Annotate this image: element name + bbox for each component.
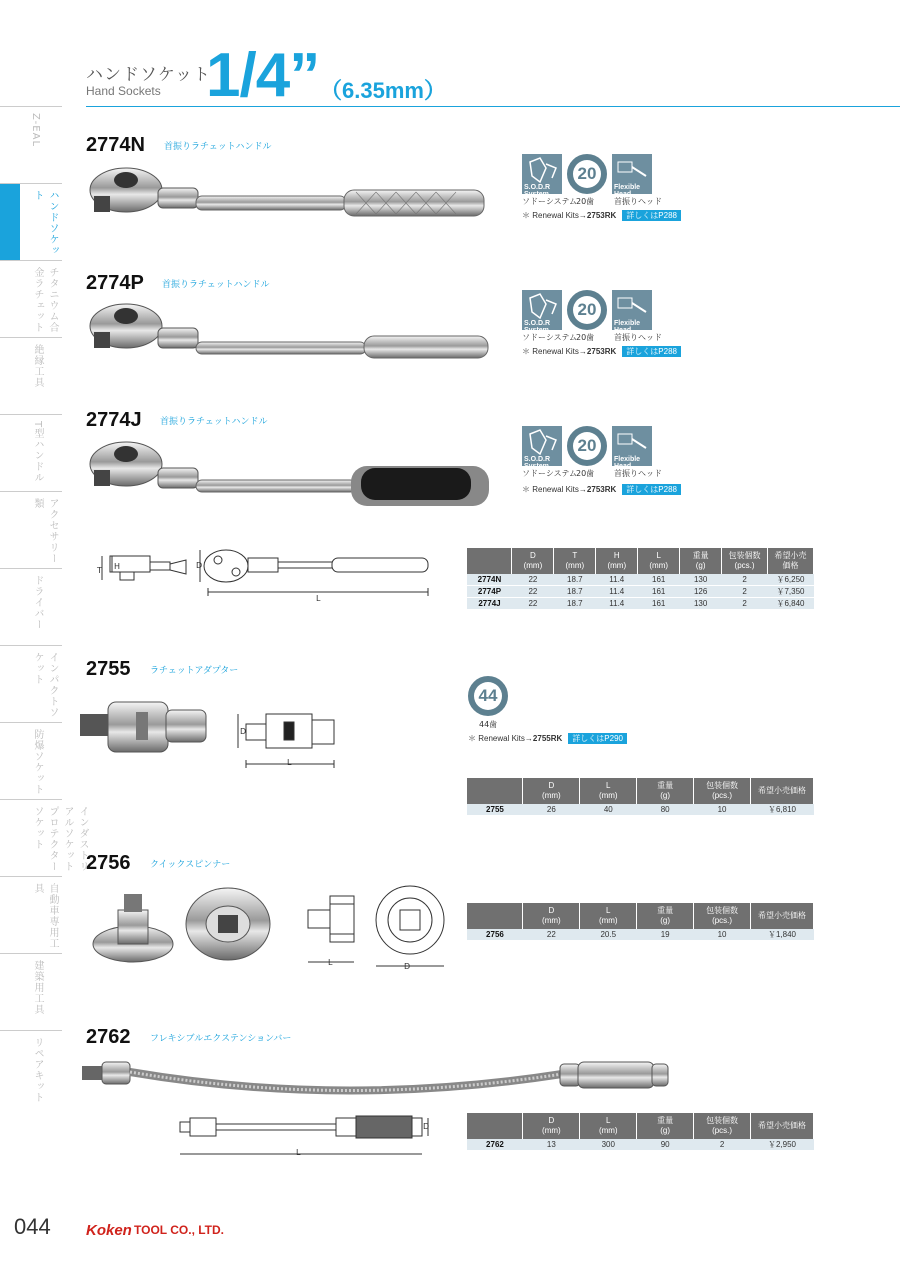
table-cell: 161 [638, 598, 680, 610]
table-cell: 18.7 [554, 598, 596, 610]
dim-label-l-2755: L [287, 758, 292, 767]
flexible-head-icon [612, 426, 652, 470]
dim-label-d-2756: D [404, 962, 411, 971]
table-header: 包装個数 (pcs.) [694, 778, 751, 804]
sodr-system-icon [522, 426, 562, 470]
table-header: D (mm) [523, 778, 580, 804]
sidebar-item[interactable] [0, 876, 62, 953]
table-header: D (mm) [512, 548, 554, 574]
table-header: L (mm) [638, 548, 680, 574]
renewal-link-p288[interactable]: 詳しくはP288 [622, 346, 681, 357]
teeth-20-icon [567, 154, 607, 194]
sidebar-item[interactable] [0, 491, 62, 568]
table-cell: 130 [680, 598, 722, 610]
quick-spinner-photo [88, 884, 278, 974]
table-header-corner [467, 903, 523, 929]
model-2774j: 2774J [86, 409, 142, 431]
sidebar-item-label: 自動車専用工具 [32, 883, 58, 949]
teeth-20-value: 20 [573, 296, 601, 324]
table-cell: 20.5 [580, 929, 637, 941]
product-name-2762: フレキシブルエクステンションバー [150, 1034, 292, 1044]
table-cell: 2755 [467, 804, 523, 816]
table-cell: 2756 [467, 929, 523, 941]
table-cell: 161 [638, 574, 680, 586]
table-header: 希望小売価格 [751, 903, 814, 929]
renewal-link-p288[interactable]: 詳しくはP288 [622, 210, 681, 221]
brand-company: TOOL CO., LTD. [134, 1223, 224, 1237]
flex-label-2774j: 首振りヘッド [614, 469, 662, 478]
teeth-20-icon [567, 290, 607, 330]
sidebar-item[interactable] [0, 799, 88, 876]
sidebar-item[interactable] [0, 106, 62, 183]
table-cell: 90 [637, 1139, 694, 1151]
table-header: L (mm) [580, 903, 637, 929]
ratchet-2774j-photo [86, 434, 496, 514]
table-header: 重量 (g) [637, 903, 694, 929]
table-cell: 11.4 [596, 586, 638, 598]
page-number: 044 [14, 1214, 51, 1239]
table-cell: 130 [680, 574, 722, 586]
spec-table-2762 [467, 1113, 814, 1151]
table-header: 重量 (g) [680, 548, 722, 574]
sidebar-item[interactable] [0, 645, 62, 722]
table-header: D (mm) [523, 903, 580, 929]
table-cell: 2762 [467, 1139, 523, 1151]
sidebar-item-label: T型ハンドル [32, 421, 43, 484]
table-cell: 22 [512, 598, 554, 610]
sodr-caption: S.O.D.R System [524, 184, 551, 198]
table-header-row [467, 1113, 814, 1139]
sidebar-item[interactable] [0, 953, 62, 1030]
table-cell: 2 [722, 574, 768, 586]
table-cell: 2 [722, 586, 768, 598]
model-2755: 2755 [86, 658, 131, 680]
sidebar-item-label: ハンドソケット [32, 190, 58, 256]
table-cell: 19 [637, 929, 694, 941]
teeth-label-2774j: 20歯 [576, 469, 595, 478]
model-2756: 2756 [86, 852, 131, 874]
dim-label-l: L [316, 594, 321, 603]
model-2774n: 2774N [86, 134, 145, 156]
sidebar-item-label: チタニウム合金ラチェット [32, 267, 58, 333]
sidebar-item-label: インダストリアルソケット プロテクターソケット [32, 806, 88, 872]
renewal-prefix: ＊ Renewal Kits→ [468, 734, 533, 743]
table-cell: ￥2,950 [751, 1139, 814, 1151]
table-header: 包装個数 (pcs.) [694, 903, 751, 929]
table-cell: ￥7,350 [768, 586, 814, 598]
table-header: 重量 (g) [637, 1113, 694, 1139]
table-row [467, 598, 814, 610]
renewal-kit: 2755RK [532, 734, 563, 743]
sidebar-item-label: アクセサリー類 [32, 498, 58, 564]
table-header: 包装個数 (pcs.) [722, 548, 768, 574]
table-header: 重量 (g) [637, 778, 694, 804]
renewal-prefix: ＊ Renewal Kits→ [522, 347, 587, 356]
table-header: T (mm) [554, 548, 596, 574]
sodr-caption: S.O.D.R System [524, 456, 551, 470]
sidebar-item-label: ドライバー [32, 575, 43, 630]
table-header-corner [467, 778, 523, 804]
renewal-prefix: ＊ Renewal Kits→ [522, 485, 587, 494]
table-row [467, 1139, 814, 1151]
teeth-label-2774n: 20歯 [576, 197, 595, 206]
table-cell: 300 [580, 1139, 637, 1151]
sidebar-item[interactable] [0, 1030, 62, 1107]
ratchet-2774n-photo [86, 160, 496, 240]
sidebar-item[interactable] [0, 722, 62, 799]
ratchet-2774p-photo [86, 296, 496, 376]
header-rule [86, 106, 900, 107]
table-cell: 10 [694, 929, 751, 941]
header-size: 1/4” [206, 41, 320, 110]
dim-label-l-2756: L [328, 958, 333, 967]
product-name-2774j: 首振りラチェットハンドル [160, 417, 268, 427]
table-header: D (mm) [523, 1113, 580, 1139]
teeth-20-value: 20 [573, 432, 601, 460]
renewal-kit: 2753RK [586, 347, 617, 356]
product-name-2774p: 首振りラチェットハンドル [162, 280, 270, 290]
sidebar-item-label: 絶縁工具 [32, 344, 43, 388]
renewal-2774n [522, 210, 681, 221]
sidebar-item[interactable] [0, 260, 62, 337]
table-header: L (mm) [580, 778, 637, 804]
renewal-link-p288[interactable]: 詳しくはP288 [622, 484, 681, 495]
flex-caption: Flexible Head [614, 320, 641, 334]
table-row [467, 804, 814, 816]
table-header-row [467, 778, 814, 804]
table-cell: 2 [722, 598, 768, 610]
table-cell: 2774J [467, 598, 512, 610]
flex-caption: Flexible Head [614, 184, 641, 198]
table-cell: 26 [523, 804, 580, 816]
table-cell: ￥1,840 [751, 929, 814, 941]
product-name-2756: クイックスピンナー [150, 860, 231, 870]
header-title-en: Hand Sockets [86, 84, 161, 98]
sodr-label-2774p: ソドーシステム [522, 333, 578, 342]
dim-label-d-2755: D [240, 727, 247, 736]
flex-caption: Flexible Head [614, 456, 641, 470]
table-header-corner [467, 1113, 523, 1139]
sodr-system-icon [522, 154, 562, 198]
spec-table-2755 [467, 778, 814, 816]
table-cell: 11.4 [596, 598, 638, 610]
flex-label-2774p: 首振りヘッド [614, 333, 662, 342]
table-cell: ￥6,840 [768, 598, 814, 610]
renewal-link-p290[interactable]: 詳しくはP290 [568, 733, 627, 744]
table-header-corner [467, 548, 512, 574]
dim-label-d-2762: D [423, 1122, 430, 1131]
spec-table-2756 [467, 903, 814, 941]
flexible-head-icon [612, 154, 652, 198]
table-cell: 126 [680, 586, 722, 598]
sodr-label-2774j: ソドーシステム [522, 469, 578, 478]
table-cell: 2774P [467, 586, 512, 598]
model-2762: 2762 [86, 1026, 131, 1048]
table-header: 希望小売価格 [751, 778, 814, 804]
teeth-44-icon [468, 676, 508, 716]
teeth-44-value: 44 [474, 682, 502, 710]
table-header: H (mm) [596, 548, 638, 574]
table-header-row [467, 903, 814, 929]
brand-logo: Koken [86, 1222, 132, 1239]
table-cell: 22 [512, 574, 554, 586]
sidebar-active-indicator [0, 184, 20, 261]
sidebar-item[interactable] [0, 337, 62, 414]
dim-label-l-2762: L [296, 1148, 301, 1157]
table-header: L (mm) [580, 1113, 637, 1139]
table-header: 包装個数 (pcs.) [694, 1113, 751, 1139]
table-cell: 11.4 [596, 574, 638, 586]
header-size-mm: （6.35mm） [320, 78, 446, 103]
ratchet-technical-drawing [96, 544, 436, 604]
table-row [467, 929, 814, 941]
sidebar-item-label: リペアキット [32, 1037, 43, 1103]
teeth-44-label: 44歯 [479, 720, 498, 729]
dim-label-d: D [196, 561, 203, 570]
teeth-20-icon [567, 426, 607, 466]
sodr-system-icon [522, 290, 562, 334]
sidebar [0, 106, 88, 1156]
extension-technical-drawing [176, 1110, 436, 1160]
sodr-label-2774n: ソドーシステム [522, 197, 578, 206]
dim-label-h: H [114, 562, 121, 571]
table-cell: 22 [512, 586, 554, 598]
renewal-kit: 2753RK [586, 211, 617, 220]
model-2774p: 2774P [86, 272, 144, 294]
table-cell: ￥6,250 [768, 574, 814, 586]
renewal-prefix: ＊ Renewal Kits→ [522, 211, 587, 220]
table-cell: 13 [523, 1139, 580, 1151]
sodr-caption: S.O.D.R System [524, 320, 551, 334]
sidebar-item[interactable] [0, 568, 62, 645]
renewal-2774j [522, 484, 681, 495]
renewal-kit: 2753RK [586, 485, 617, 494]
table-row [467, 574, 814, 586]
table-cell: 22 [523, 929, 580, 941]
table-cell: 161 [638, 586, 680, 598]
flex-label-2774n: 首振りヘッド [614, 197, 662, 206]
ratchet-adapter-photo [80, 688, 210, 768]
teeth-20-value: 20 [573, 160, 601, 188]
header-title-jp: ハンドソケット [86, 65, 211, 85]
flexible-extension-photo [82, 1052, 672, 1102]
sidebar-item-label: 防爆ソケット [32, 729, 43, 795]
renewal-2755 [468, 733, 627, 744]
table-cell: 18.7 [554, 574, 596, 586]
table-row [467, 586, 814, 598]
flexible-head-icon [612, 290, 652, 334]
product-name-2755: ラチェットアダプター [150, 666, 239, 676]
spec-table-2774 [467, 548, 814, 610]
sidebar-item-label: インパクトソケット [32, 652, 58, 718]
table-cell: 80 [637, 804, 694, 816]
table-cell: 18.7 [554, 586, 596, 598]
table-header: 希望小売 価格 [768, 548, 814, 574]
sidebar-item[interactable] [0, 183, 62, 260]
table-cell: 2 [694, 1139, 751, 1151]
renewal-2774p [522, 346, 681, 357]
product-name-2774n: 首振りラチェットハンドル [164, 142, 272, 152]
sidebar-item[interactable] [0, 414, 62, 491]
table-header-row [467, 548, 814, 574]
table-cell: 2774N [467, 574, 512, 586]
table-cell: 40 [580, 804, 637, 816]
table-header: 希望小売価格 [751, 1113, 814, 1139]
sidebar-item-label: 建築用工具 [32, 960, 43, 1015]
sidebar-item-label: Z-EAL [30, 113, 41, 148]
table-cell: 10 [694, 804, 751, 816]
dim-label-t: T [97, 566, 102, 575]
table-cell: ￥6,810 [751, 804, 814, 816]
teeth-label-2774p: 20歯 [576, 333, 595, 342]
